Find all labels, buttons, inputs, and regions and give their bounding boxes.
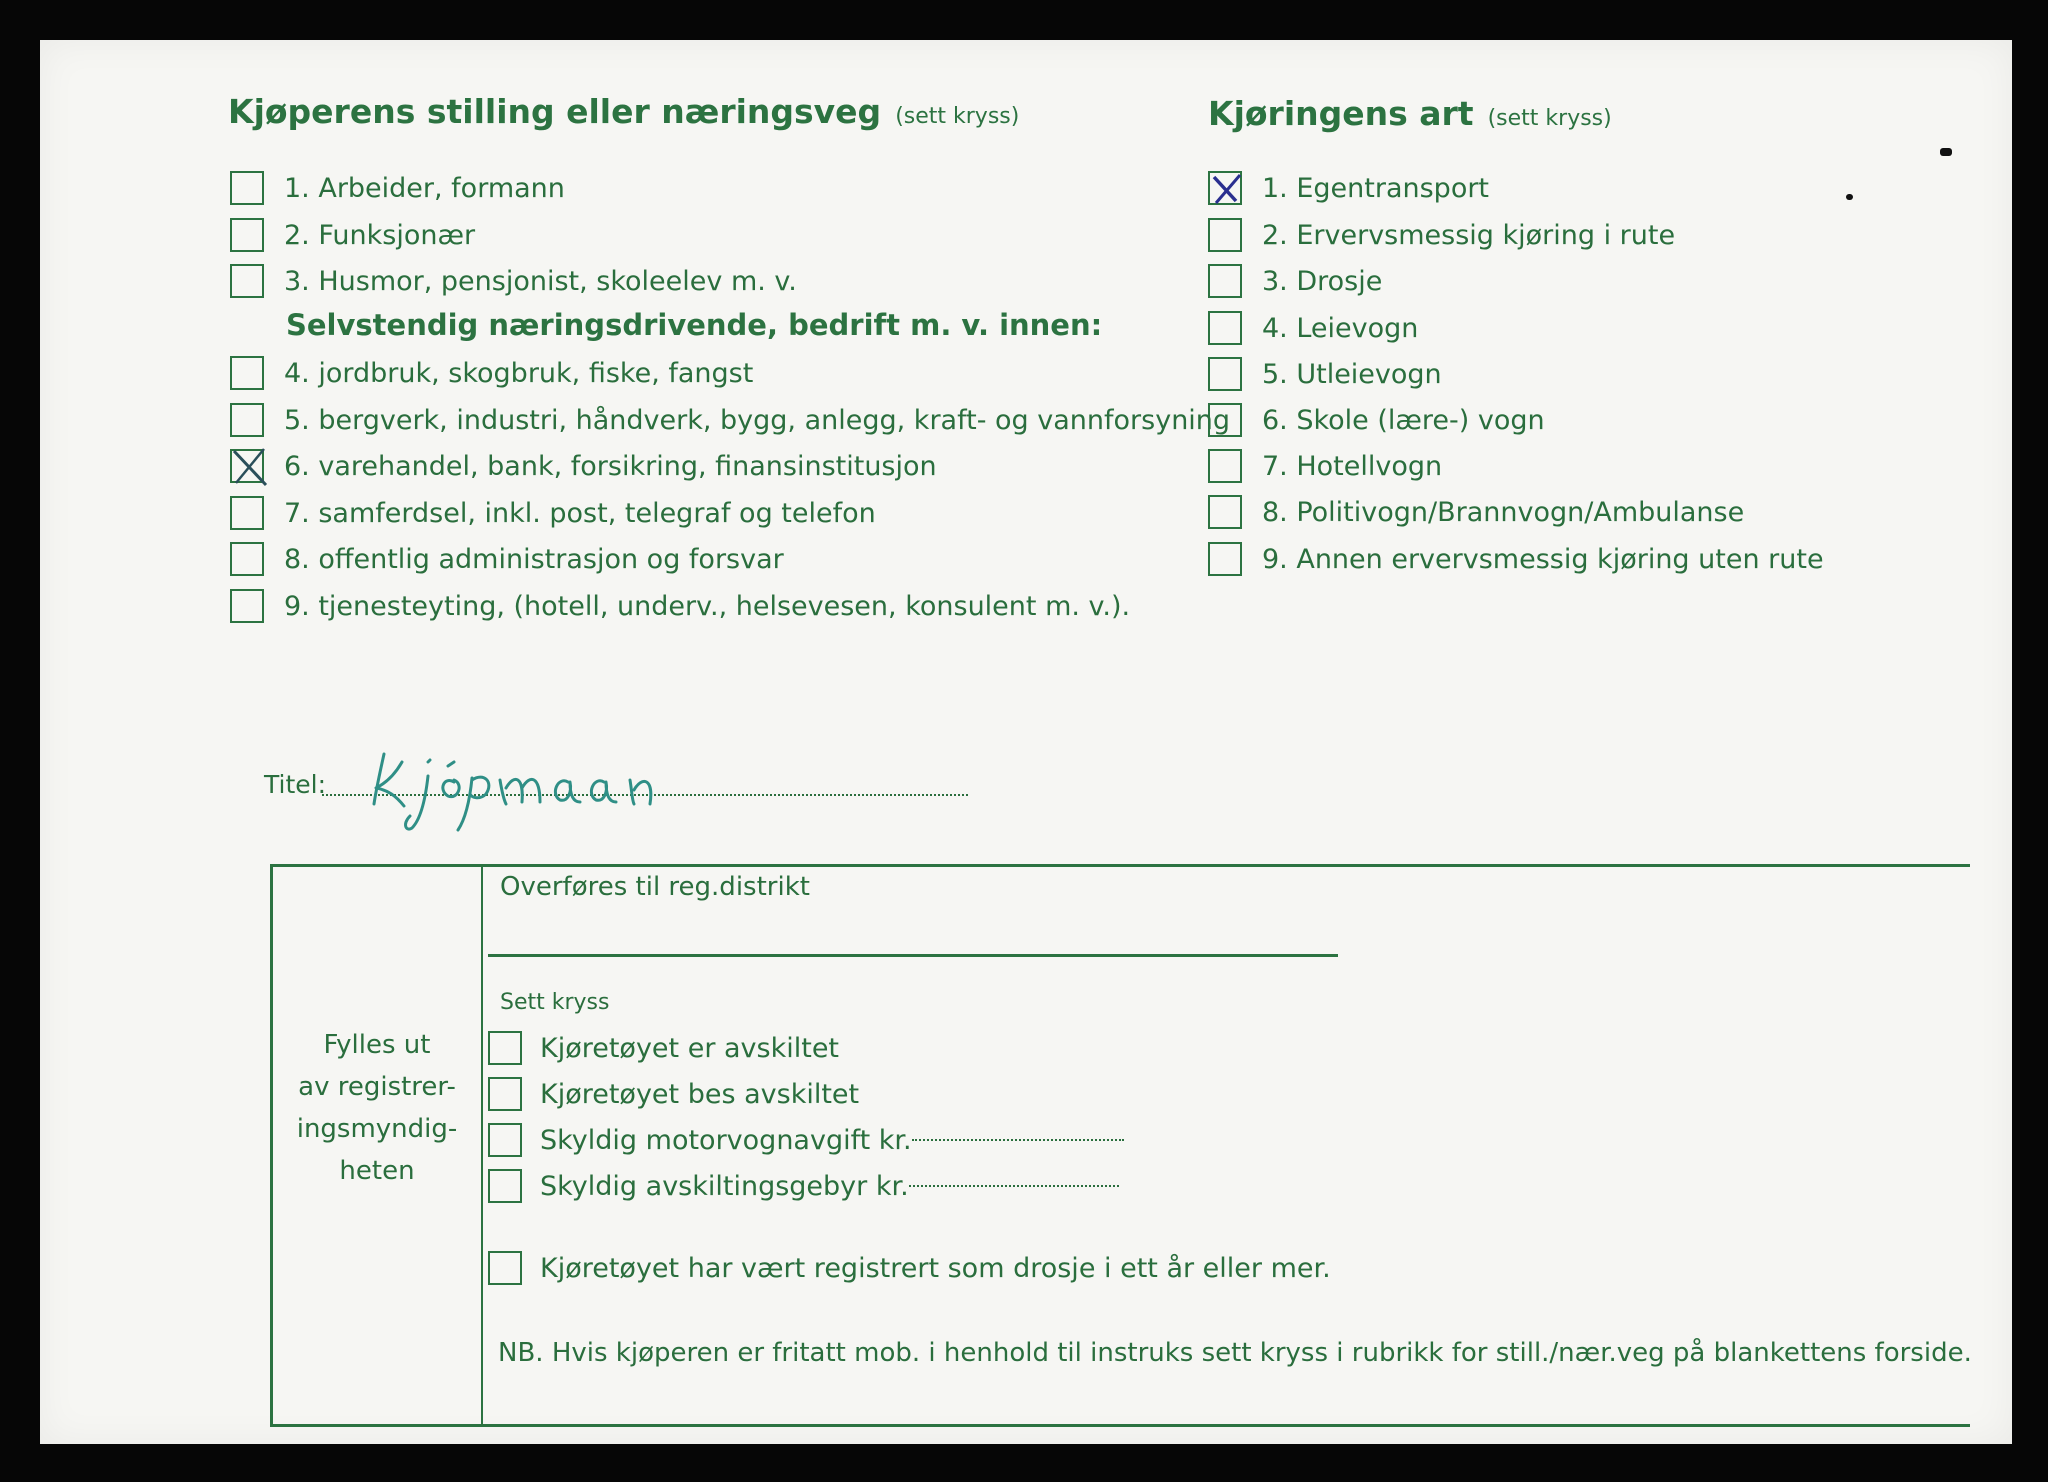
checkbox[interactable] [230, 496, 264, 530]
checkbox[interactable] [1208, 264, 1242, 298]
driving-option-2[interactable]: 2. Ervervsmessig kjøring i rute [1208, 215, 1675, 255]
vehicle-tax-owed-check[interactable]: Skyldig motorvognavgift kr. [488, 1120, 1124, 1160]
cross-mark-icon [228, 445, 272, 489]
driving-option-9[interactable]: 9. Annen ervervsmessig kjøring uten rute [1208, 539, 1824, 579]
occupation-option-4[interactable]: 4. jordbruk, skogbruk, fiske, fangst [230, 353, 753, 393]
checkbox[interactable] [230, 542, 264, 576]
frame-top-line [270, 864, 1970, 867]
frame-divider-line [481, 864, 483, 1427]
occupation-option-7[interactable]: 7. samferdsel, inkl. post, telegraf og telefon [230, 493, 876, 533]
driving-option-1[interactable]: 1. Egentransport [1208, 168, 1489, 208]
checkbox[interactable] [230, 403, 264, 437]
transfer-district-label: Overføres til reg.distrikt [500, 872, 810, 902]
checkbox[interactable] [230, 218, 264, 252]
checkbox[interactable] [1208, 495, 1242, 529]
checkbox[interactable] [488, 1123, 522, 1157]
checkbox[interactable] [230, 356, 264, 390]
driving-option-7[interactable]: 7. Hotellvogn [1208, 446, 1442, 486]
driving-option-8[interactable]: 8. Politivogn/Brannvogn/Ambulanse [1208, 492, 1744, 532]
checkbox[interactable] [1208, 542, 1242, 576]
checkbox[interactable] [488, 1169, 522, 1203]
occupation-option-3[interactable]: 3. Husmor, pensjonist, skoleelev m. v. [230, 261, 797, 301]
checkbox[interactable] [488, 1077, 522, 1111]
handwritten-title-signature [354, 732, 754, 832]
occupation-option-1[interactable]: 1. Arbeider, formann [230, 168, 565, 208]
exemption-note: NB. Hvis kjøperen er fritatt mob. i henhold til instruks sett kryss i rubrikk for still./nær.veg på blankettens forside. [498, 1338, 1972, 1368]
checkbox[interactable] [1208, 311, 1242, 345]
buyer-occupation-heading: Kjøperens stilling eller næringsveg (sett kryss) [228, 92, 1020, 131]
checkbox[interactable] [1208, 357, 1242, 391]
occupation-option-9[interactable]: 9. tjenesteyting, (hotell, underv., helsevesen, konsulent m. v.). [230, 586, 1130, 626]
checkbox[interactable] [488, 1031, 522, 1065]
scan-speck [1940, 148, 1952, 156]
driving-type-heading: Kjøringens art (sett kryss) [1208, 94, 1612, 133]
driving-option-5[interactable]: 5. Utleievogn [1208, 354, 1442, 394]
frame-bottom-line [270, 1424, 1970, 1427]
driving-option-6[interactable]: 6. Skole (lære-) vogn [1208, 400, 1545, 440]
deregistration-fee-owed-check[interactable]: Skyldig avskiltingsgebyr kr. [488, 1166, 1119, 1206]
checkbox[interactable] [230, 589, 264, 623]
scan-speck [1846, 194, 1853, 200]
checkbox[interactable] [230, 264, 264, 298]
deregister-request-check[interactable]: Kjøretøyet bes avskiltet [488, 1074, 859, 1114]
driving-option-3[interactable]: 3. Drosje [1208, 261, 1382, 301]
checkbox[interactable] [1208, 403, 1242, 437]
registry-authority-box [270, 864, 1970, 1429]
deregistered-check[interactable]: Kjøretøyet er avskiltet [488, 1028, 839, 1068]
driving-type-heading-note: (sett kryss) [1487, 106, 1612, 131]
check-note: Sett kryss [500, 990, 610, 1015]
checkbox[interactable] [1208, 218, 1242, 252]
checkbox-checked[interactable] [230, 449, 264, 483]
form-paper [40, 40, 2012, 1444]
amount-dotted-field[interactable] [909, 1185, 1119, 1187]
checkbox[interactable] [230, 171, 264, 205]
transfer-district-field[interactable] [488, 954, 1338, 957]
occupation-option-6[interactable]: 6. varehandel, bank, forsikring, finansinstitusjon [230, 446, 937, 486]
checkbox[interactable] [1208, 449, 1242, 483]
title-label: Titel: [264, 770, 326, 799]
buyer-occupation-heading-note: (sett kryss) [895, 104, 1020, 129]
cross-mark-icon [1206, 167, 1250, 211]
amount-dotted-field[interactable] [912, 1139, 1124, 1141]
self-employed-subheading: Selvstendig næringsdrivende, bedrift m. v. innen: [286, 308, 1103, 342]
checkbox[interactable] [488, 1251, 522, 1285]
registry-instruction: Fylles ut av registrer- ingsmyndig- heten [296, 1030, 458, 1186]
taxi-registered-check[interactable]: Kjøretøyet har vært registrert som drosje i ett år eller mer. [488, 1248, 1331, 1288]
driving-option-4[interactable]: 4. Leievogn [1208, 308, 1418, 348]
occupation-option-8[interactable]: 8. offentlig administrasjon og forsvar [230, 539, 784, 579]
occupation-option-5[interactable]: 5. bergverk, industri, håndverk, bygg, anlegg, kraft- og vannforsyning [230, 400, 1230, 440]
occupation-option-2[interactable]: 2. Funksjonær [230, 215, 475, 255]
checkbox-checked[interactable] [1208, 171, 1242, 205]
